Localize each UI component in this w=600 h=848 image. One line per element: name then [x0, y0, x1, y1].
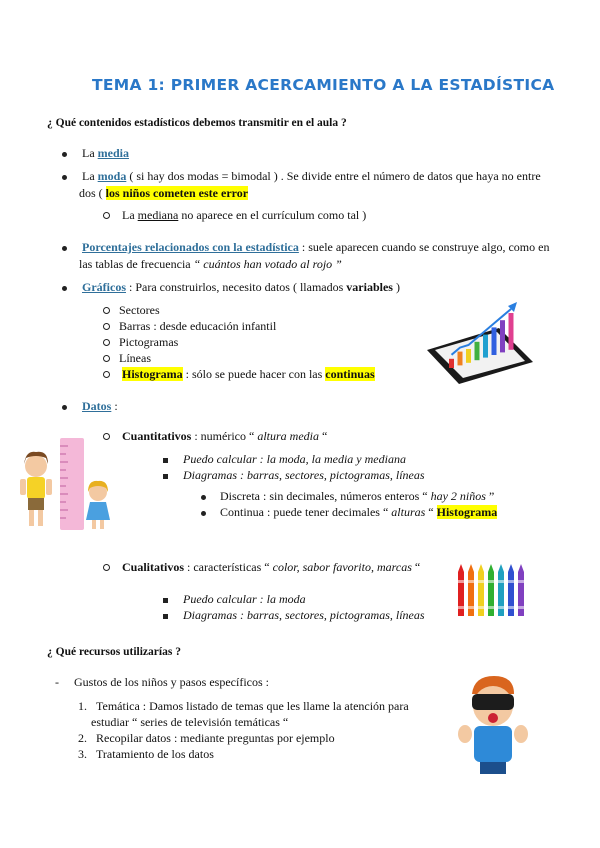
discreta-example: hay 2 niños: [430, 489, 486, 503]
bullet-graficos: [62, 280, 400, 295]
chart-bar: [449, 359, 454, 368]
graficos-item-label: Pictogramas: [119, 335, 179, 349]
histograma-text: : sólo se puede hacer con las: [182, 367, 326, 381]
histograma-label: Histograma: [122, 367, 183, 381]
girl-leg: [92, 520, 96, 529]
graficos-item: [103, 335, 178, 350]
bullet-moda: [62, 169, 541, 184]
discreta-item: [201, 489, 494, 504]
chart-bar: [475, 342, 480, 360]
kid-shirt: [474, 726, 512, 762]
question-resources: ¿ Qué recursos utilizarías ?: [47, 646, 181, 658]
cualitativos-example: color, sabor favorito, marcas: [272, 560, 412, 574]
graficos-item-histograma: [103, 367, 375, 382]
bullet-dot: [201, 495, 206, 500]
boy-arm: [20, 479, 26, 495]
continua-item: [201, 505, 497, 520]
bullet-datos: [62, 399, 118, 414]
media-link[interactable]: media: [97, 146, 129, 160]
moda-line2: [79, 186, 248, 201]
dash-bullet: -: [55, 675, 59, 689]
recursos-main-text: Gustos de los niños y pasos específicos :: [74, 675, 269, 689]
page-title: TEMA 1: PRIMER ACERCAMIENTO A LA ESTADÍSTICA: [92, 76, 555, 94]
item-text: Recopilar datos : mediante preguntas por ejemplo: [96, 731, 335, 745]
square-bullet: [163, 614, 168, 619]
ring-bullet: [103, 371, 110, 378]
datos-colon: :: [111, 399, 118, 413]
recursos-item: [78, 699, 409, 714]
datos-link[interactable]: Datos: [82, 399, 112, 413]
cuantitativos-label: Cuantitativos: [122, 429, 192, 443]
boy-arm: [46, 479, 52, 495]
height-ruler: [60, 438, 84, 530]
graficos-item-label: Barras : desde educación infantil: [119, 319, 277, 333]
cuantitativos-item: [103, 429, 327, 444]
item-number: 2.: [78, 731, 87, 745]
media-prefix: La: [82, 146, 98, 160]
kid-hand: [458, 725, 472, 743]
recursos-item: [78, 731, 335, 746]
mediana-suffix: no aparece en el currículum como tal ): [178, 208, 367, 222]
discreta-text: Discreta : sin decimales, números enteros “: [220, 489, 431, 503]
kid-pants: [480, 762, 506, 774]
chart-bar: [466, 349, 471, 363]
graficos-item-label: Sectores: [119, 303, 160, 317]
item-text-cont: estudiar “ series de televisión temáticas “: [91, 715, 289, 729]
girl-dress: [86, 502, 110, 520]
item-number: 1.: [78, 699, 87, 713]
graficos-item: [103, 303, 160, 318]
graficos-variables: variables: [346, 280, 393, 294]
cuantitativos-sub1: [163, 452, 406, 467]
kid-mouth: [488, 713, 498, 723]
bullet-media: [62, 146, 129, 161]
bullet-dot: [62, 152, 67, 157]
ring-bullet: [103, 355, 110, 362]
cualitativos-text-end: “: [411, 560, 421, 574]
boy-shorts: [28, 498, 44, 510]
chart-bar: [492, 327, 497, 355]
kids-measuring-illustration: [16, 436, 120, 532]
kid-hand: [514, 725, 528, 743]
ring-bullet: [103, 339, 110, 346]
square-bullet: [163, 598, 168, 603]
porcentajes-text: : suele aparecen cuando se construye algo, como en: [298, 240, 550, 254]
boy-leg: [38, 510, 43, 526]
chart-bar: [483, 335, 488, 358]
chart-bar: [509, 313, 514, 350]
cualitativos-sub1: [163, 592, 306, 607]
vr-kid-illustration: [458, 672, 528, 776]
cuantitativos-example: altura media: [257, 429, 319, 443]
cualitativos-calc: Puedo calcular : la moda: [183, 592, 306, 606]
porcentajes-quote: “ cuántos han votado al rojo ”: [193, 257, 342, 271]
square-bullet: [163, 458, 168, 463]
boy-head: [25, 455, 47, 477]
graficos-item: [103, 319, 276, 334]
continua-text: Continua : puede tener decimales “: [220, 505, 392, 519]
continua-text-end: “: [425, 505, 437, 519]
item-text: Tratamiento de los datos: [96, 747, 214, 761]
ring-bullet: [103, 307, 110, 314]
girl-leg: [100, 520, 104, 529]
continuas-highlight: continuas: [325, 367, 375, 381]
graficos-text: : Para construirlos, necesito datos ( llamados: [126, 280, 347, 294]
porcentajes-link[interactable]: Porcentajes relacionados con la estadística: [82, 240, 299, 254]
graficos-item: [103, 351, 151, 366]
moda-link[interactable]: moda: [97, 169, 127, 183]
recursos-main: [55, 675, 269, 690]
item-text: Temática : Damos listado de temas que les llame la atención para: [96, 699, 409, 713]
boy-leg: [29, 510, 34, 526]
chart-bar: [458, 352, 463, 366]
cualitativos-label: Cualitativos: [122, 560, 185, 574]
crayons-illustration: [454, 562, 530, 618]
graficos-text-end: ): [392, 280, 400, 294]
ring-bullet: [103, 564, 110, 571]
graficos-link[interactable]: Gráficos: [82, 280, 126, 294]
moda-highlight: los niños cometen este error: [105, 186, 249, 200]
bullet-dot: [62, 286, 67, 291]
cuantitativos-sub2: [163, 468, 425, 483]
bullet-dot: [62, 405, 67, 410]
item-number: 3.: [78, 747, 87, 761]
cuantitativos-text-end: “: [319, 429, 328, 443]
porcentajes-line2: [79, 257, 342, 272]
graficos-item-label: Líneas: [119, 351, 151, 365]
ring-bullet: [103, 212, 110, 219]
moda-line2-prefix: dos (: [79, 186, 106, 200]
vr-headset-icon: [472, 694, 514, 710]
continua-histograma: Histograma: [436, 505, 498, 519]
porcentajes-line2-prefix: las tablas de frecuencia: [79, 257, 194, 271]
mediana-prefix: La: [122, 208, 138, 222]
ring-bullet: [103, 323, 110, 330]
boy-shirt: [27, 477, 45, 499]
chart-bar: [500, 320, 505, 352]
continua-example: alturas: [391, 505, 426, 519]
sub-mediana: [103, 208, 366, 223]
moda-prefix: La: [82, 169, 98, 183]
bullet-dot: [62, 175, 67, 180]
discreta-text-end: ”: [485, 489, 495, 503]
bullet-porcentajes: [62, 240, 549, 255]
cuantitativos-diagrams: Diagramas : barras, sectores, pictogramas, líneas: [183, 468, 425, 482]
moda-text: ( si hay dos modas = bimodal ) . Se divide entre el número de datos que haya no entre: [126, 169, 541, 183]
bullet-dot: [62, 246, 67, 251]
square-bullet: [163, 474, 168, 479]
cualitativos-item: [103, 560, 420, 575]
bullet-dot: [201, 511, 206, 516]
recursos-item-line2: [91, 715, 288, 730]
recursos-item: [78, 747, 214, 762]
cuantitativos-calc: Puedo calcular : la moda, la media y mediana: [183, 452, 406, 466]
cualitativos-text: : características “: [184, 560, 273, 574]
cualitativos-sub2: [163, 608, 425, 623]
question-contents: ¿ Qué contenidos estadísticos debemos transmitir en el aula ?: [47, 117, 347, 129]
cualitativos-diagrams: Diagramas : barras, sectores, pictogramas, líneas: [183, 608, 425, 622]
tablet-chart-illustration: [423, 298, 535, 384]
mediana-word: mediana: [137, 208, 179, 222]
cuantitativos-text: : numérico “: [191, 429, 258, 443]
